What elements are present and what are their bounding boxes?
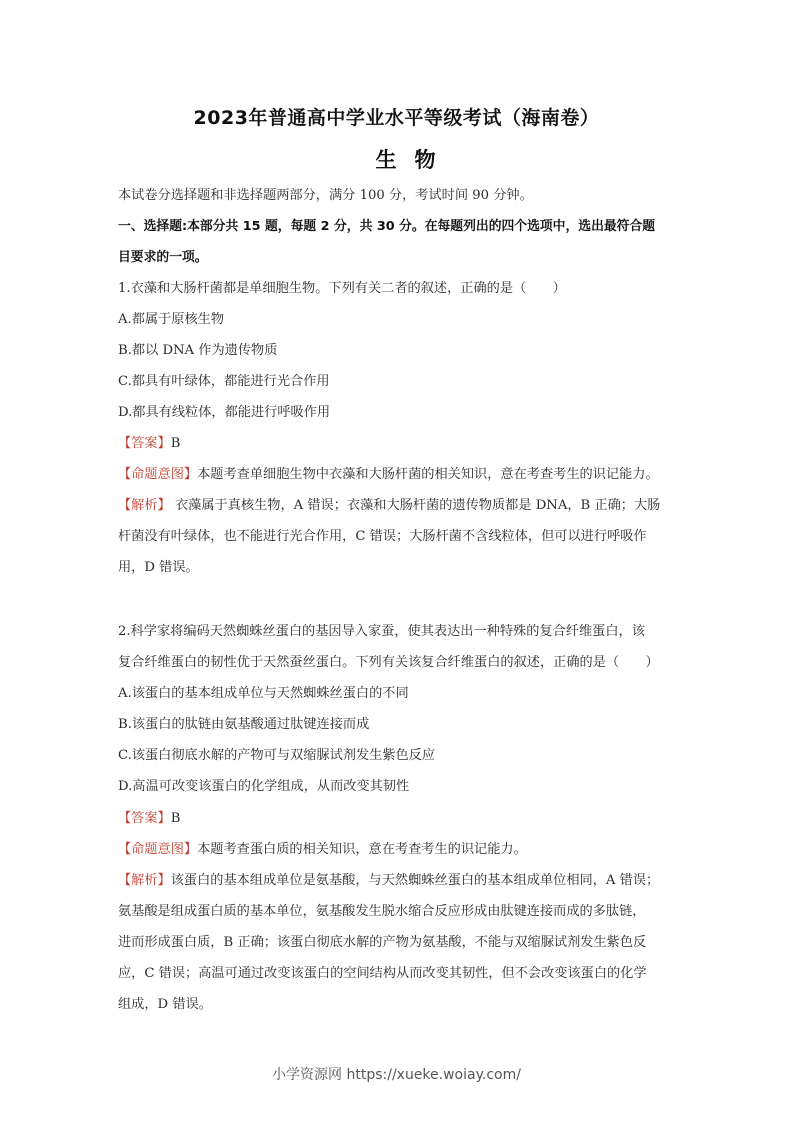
exam-title: 2023年普通高中学业水平等级考试（海南卷） bbox=[193, 107, 600, 129]
analysis-text: 该蛋白的基本组成单位是氨基酸，与天然蜘蛛丝蛋白的基本组成单位相同，A 错误； bbox=[170, 873, 660, 888]
q2-option-b: B.该蛋白的肽链由氨基酸通过肽键连接而成 bbox=[118, 717, 370, 732]
intent-tag: 【命题意图】 bbox=[118, 842, 198, 857]
q2-analysis-line-5: 组成，D 错误。 bbox=[118, 997, 212, 1012]
q1-option-a: A.都属于原核生物 bbox=[118, 312, 225, 327]
q2-analysis-line-2: 氨基酸是组成蛋白质的基本单位，氨基酸发生脱水缩合反应形成由肽键连接而成的多肽链， bbox=[118, 904, 646, 919]
exam-intro: 本试卷分选择题和非选择题两部分，满分 100 分，考试时间 90 分钟。 bbox=[118, 188, 533, 203]
answer-tag: 【答案】 bbox=[118, 811, 171, 826]
q1-analysis-line-1 bbox=[118, 497, 678, 515]
intent-tag: 【命题意图】 bbox=[118, 467, 198, 482]
intent-text: 本题考查蛋白质的相关知识，意在考查考生的识记能力。 bbox=[197, 842, 527, 857]
q2-stem-line-1: 2.科学家将编码天然蜘蛛丝蛋白的基因导入家蚕，使其表达出一种特殊的复合纤维蛋白，该 bbox=[118, 624, 645, 639]
answer-tag: 【答案】 bbox=[118, 436, 171, 451]
q1-option-c: C.都具有叶绿体，都能进行光合作用 bbox=[118, 374, 330, 389]
section-heading-line-1: 一、选择题:本部分共 15 题，每题 2 分，共 30 分。在每题列出的四个选项中，选出最符合题 bbox=[118, 219, 656, 234]
analysis-tag: 【解析】 bbox=[118, 498, 171, 513]
answer-value: B bbox=[170, 811, 181, 826]
q1-analysis-line-2: 杆菌没有叶绿体，也不能进行光合作用，C 错误；大肠杆菌不含线粒体，但可以进行呼吸作 bbox=[118, 529, 647, 544]
q2-intent bbox=[118, 841, 678, 859]
analysis-text: 衣藻属于真核生物，A 错误；衣藻和大肠杆菌的遗传物质都是 DNA，B 正确；大肠 bbox=[170, 498, 661, 513]
answer-value: B bbox=[170, 436, 181, 451]
q2-option-d: D.高温可改变该蛋白的化学组成，从而改变其韧性 bbox=[118, 779, 410, 794]
q1-analysis-line-3: 用，D 错误。 bbox=[118, 560, 199, 575]
q1-stem: 1.衣藻和大肠杆菌都是单细胞生物。下列有关二者的叙述，正确的是（ ） bbox=[118, 281, 566, 296]
q2-stem-line-2: 复合纤维蛋白的韧性优于天然蚕丝蛋白。下列有关该复合纤维蛋白的叙述，正确的是（ ） bbox=[118, 655, 659, 670]
q2-analysis-line-3: 进而形成蛋白质，B 正确；该蛋白彻底水解的产物为氨基酸，不能与双缩脲试剂发生紫色反 bbox=[118, 935, 647, 950]
q2-answer bbox=[118, 810, 678, 828]
q1-answer bbox=[118, 435, 678, 453]
q2-option-a: A.该蛋白的基本组成单位与天然蜘蛛丝蛋白的不同 bbox=[118, 686, 409, 701]
subject-title: 生物 bbox=[375, 148, 454, 172]
q1-option-d: D.都具有线粒体，都能进行呼吸作用 bbox=[118, 405, 331, 420]
intent-text: 本题考查单细胞生物中衣藻和大肠杆菌的相关知识，意在考查考生的识记能力。 bbox=[197, 467, 659, 482]
section-heading-line-2: 目要求的一项。 bbox=[118, 250, 208, 265]
q2-analysis-line-1 bbox=[118, 872, 678, 890]
q2-analysis-line-4: 应，C 错误；高温可通过改变该蛋白的空间结构从而改变其韧性，但不会改变该蛋白的化学 bbox=[118, 966, 647, 981]
q1-option-b: B.都以 DNA 作为遗传物质 bbox=[118, 343, 278, 358]
analysis-tag: 【解析】 bbox=[118, 873, 171, 888]
q2-option-c: C.该蛋白彻底水解的产物可与双缩脲试剂发生紫色反应 bbox=[118, 748, 436, 763]
watermark-footer: 小学资源网 https://xueke.woiay.com/ bbox=[272, 1067, 521, 1083]
q1-intent bbox=[118, 466, 678, 484]
